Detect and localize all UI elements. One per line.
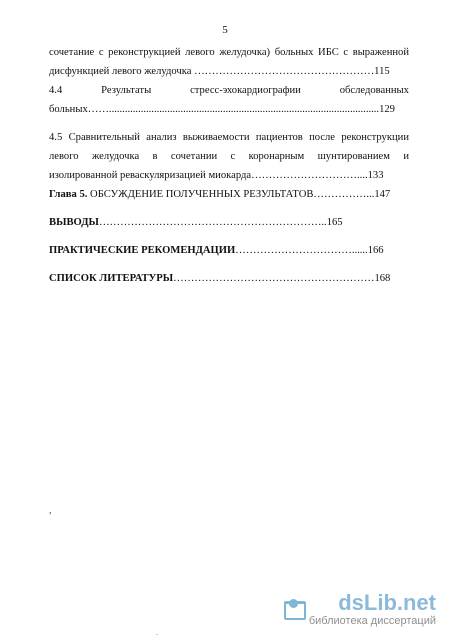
toc-entry-4-4 [49, 81, 409, 119]
toc-word: Результаты [101, 85, 152, 96]
toc-entry-4-3-continuation [49, 43, 409, 81]
leader-dots: …………………………………………………168 [173, 273, 391, 284]
watermark-tagline: библиотека диссертаций [308, 615, 436, 627]
toc-line: левого желудочка в сочетании с коронарным шунтированием и [49, 151, 409, 162]
toc-word: обследованных [339, 85, 409, 96]
toc-number: 4.4 [49, 85, 63, 96]
section-label: ПРАКТИЧЕСКИЕ РЕКОМЕНДАЦИИ [49, 245, 236, 256]
watermark[interactable] [283, 592, 436, 628]
watermark-brand: dsLib.net [338, 590, 436, 615]
toc-entry-4-5 [49, 128, 409, 185]
toc-entry-references [49, 269, 409, 288]
section-label: СПИСОК ЛИТЕРАТУРЫ [49, 273, 174, 284]
stray-mark: , [49, 505, 52, 516]
table-of-contents [49, 43, 409, 288]
toc-line: сочетание с реконструкцией левого желудочка) больных ИБС с выраженной [49, 47, 409, 58]
page-number: 5 [222, 24, 228, 36]
chapter-title: ОБСУЖДЕНИЕ ПОЛУЧЕННЫХ РЕЗУЛЬТАТОВ……………...147 [87, 189, 391, 200]
chapter-label: Глава 5. [49, 189, 88, 200]
section-label: ВЫВОДЫ [49, 217, 99, 228]
toc-line: больных……......................................................................................................129 [49, 104, 395, 115]
toc-entry-4-4-heading [49, 81, 409, 100]
book-reader-icon [283, 597, 305, 623]
leader-dots: ………………………………………………………..165 [98, 217, 343, 228]
toc-entry-conclusions [49, 213, 409, 232]
toc-line: изолированной реваскуляризацией миокарда…………………………....133 [49, 170, 384, 181]
stray-mark-bottom: . [156, 628, 158, 637]
toc-entry-chapter-5 [49, 185, 409, 204]
leader-dots: ……………………………......166 [235, 245, 384, 256]
toc-word: стресс-эхокардиографии [190, 85, 301, 96]
toc-line: 4.5 Сравнительный анализ выживаемости пациентов после реконструкции [49, 132, 409, 143]
toc-entry-recommendations [49, 241, 409, 260]
toc-line: дисфункцией левого желудочка ……………………………………………115 [49, 66, 390, 77]
